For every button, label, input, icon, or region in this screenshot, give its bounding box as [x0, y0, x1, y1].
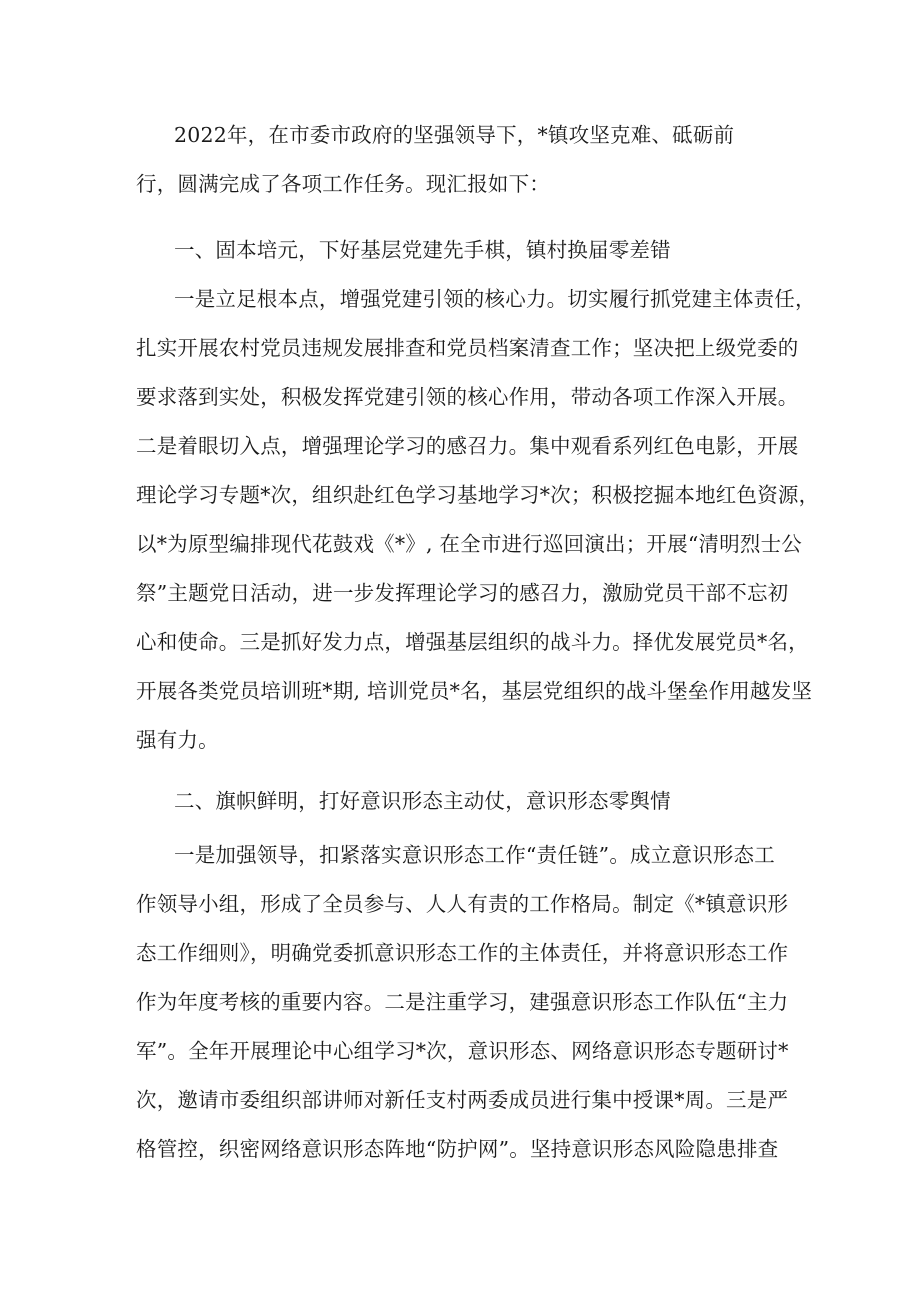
intro-line-1: 2022年，在市委市政府的坚强领导下，*镇攻坚克难、砥砺前 [174, 123, 735, 147]
section-2-line-4: 作为年度考核的重要内容。二是注重学习，建强意识形态工作队伍“主力 [136, 990, 789, 1014]
section-2-heading: 二、旗帜鲜明，打好意识形态主动仗，意识形态零舆情 [174, 789, 671, 813]
section-1-heading: 一、固本培元，下好基层党建先手棋，镇村换届零差错 [174, 238, 671, 262]
section-1-line-9: 开展各类党员培训班*期, 培训党员*名，基层党组织的战斗堡垒作用越发坚 [136, 679, 813, 703]
section-1-line-6: 以*为原型编排现代花鼓戏《*》, 在全市进行巡回演出；开展“清明烈士公 [136, 532, 803, 556]
section-2-line-2: 作领导小组，形成了全员参与、人人有责的工作格局。制定《*镇意识形 [136, 892, 789, 916]
section-1-line-4: 二是着眼切入点，增强理论学习的感召力。集中观看系列红色电影，开展 [136, 434, 799, 458]
section-1-line-8: 心和使命。三是抓好发力点，增强基层组织的战斗力。择优发展党员*名， [136, 630, 809, 654]
section-2-line-6: 次，邀请市委组织部讲师对新任支村两委成员进行集中授课*周。三是严 [136, 1088, 789, 1112]
section-2-line-1: 一是加强领导，扣紧落实意识形态工作“责任链”。成立意识形态工 [174, 843, 775, 867]
section-1-line-2: 扎实开展农村党员违规发展排查和党员档案清查工作；坚决把上级党委的 [136, 336, 799, 360]
section-1-line-7: 祭”主题党日活动，进一步发挥理论学习的感召力，激励党员干部不忘初 [136, 581, 789, 605]
section-2-line-3: 态工作细则》，明确党委抓意识形态工作的主体责任，并将意识形态工作 [136, 941, 789, 965]
intro-line-2: 行，圆满完成了各项工作任务。现汇报如下： [136, 172, 550, 196]
section-1-line-1: 一是立足根本点，增强党建引领的核心力。切实履行抓党建主体责任， [174, 287, 816, 311]
section-2-line-5: 军”。全年开展理论中心组学习*次，意识形态、网络意识形态专题研讨* [136, 1039, 789, 1063]
section-2-line-7: 格管控，织密网络意识形态阵地“防护网”。坚持意识形态风险隐患排查 [136, 1137, 779, 1161]
section-1-line-10: 强有力。 [136, 728, 219, 752]
section-1-line-3: 要求落到实处，积极发挥党建引领的核心作用，带动各项工作深入开展。 [136, 385, 799, 409]
section-1-line-5: 理论学习专题*次，组织赴红色学习基地学习*次；积极挖掘本地红色资源， [136, 483, 820, 507]
